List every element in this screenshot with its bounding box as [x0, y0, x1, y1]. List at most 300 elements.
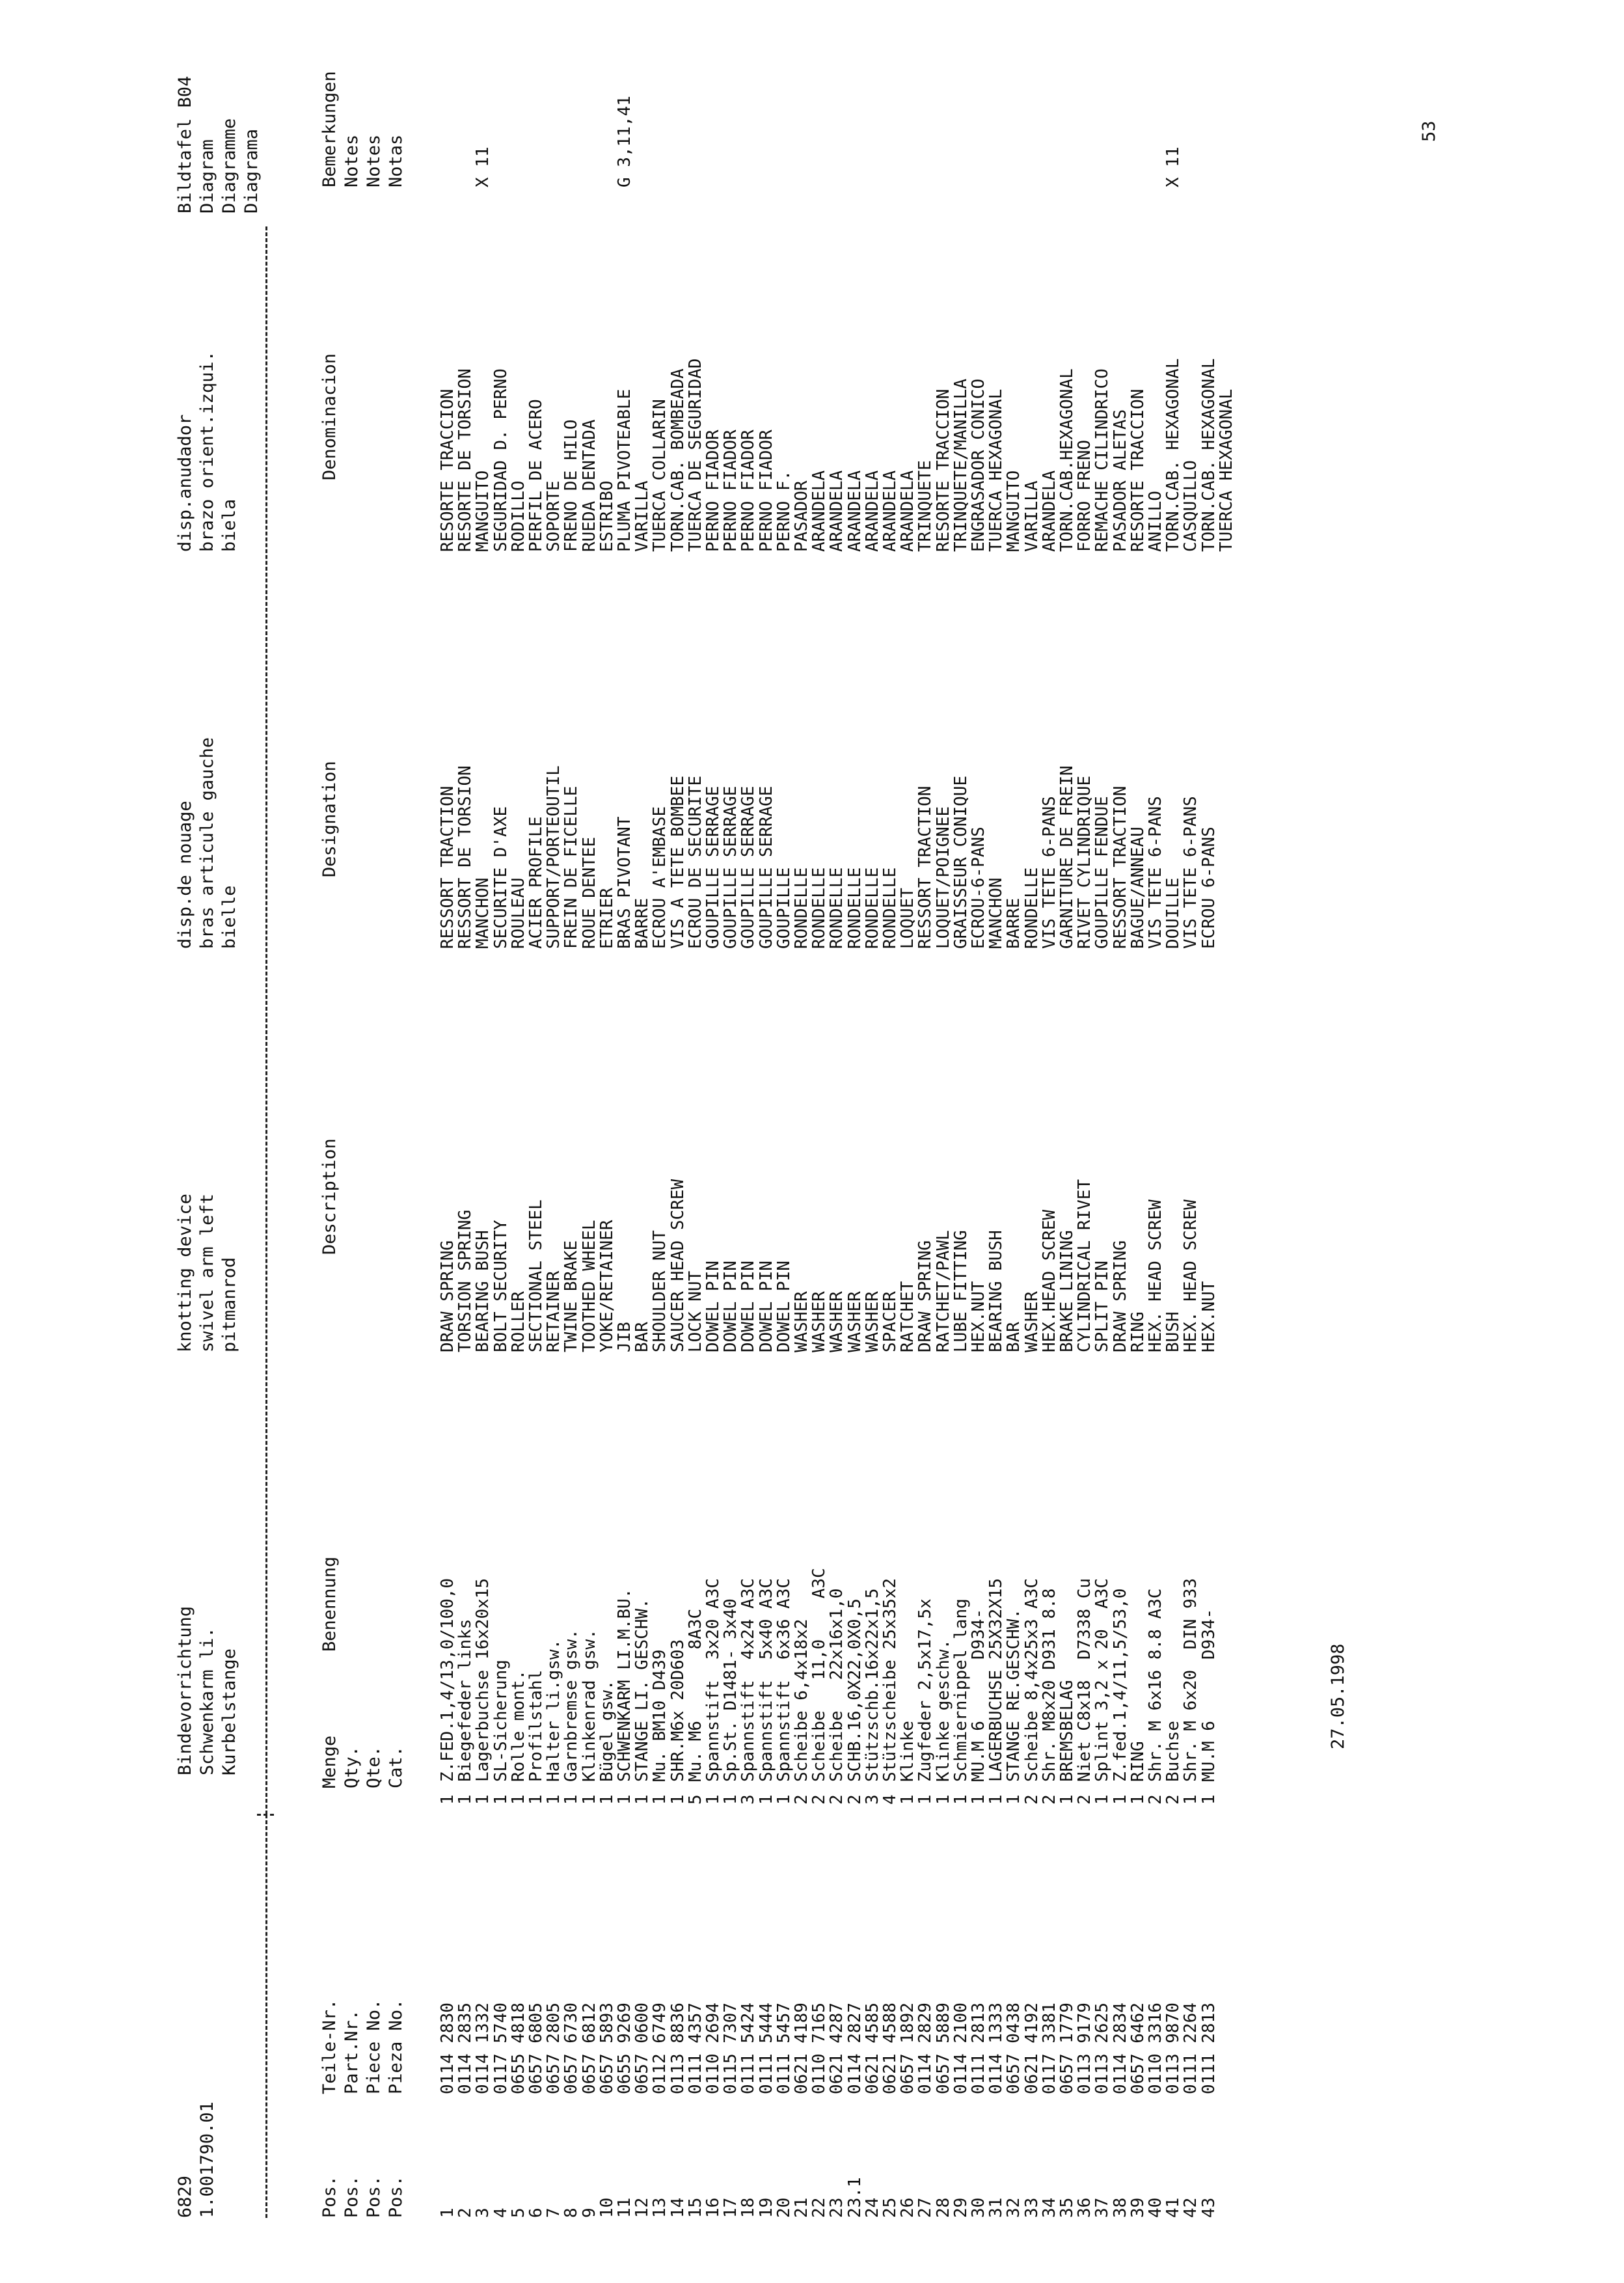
table-row: [776, 0, 793, 2283]
row-benennung: STANGE LI. GESCHW.: [632, 1598, 653, 1782]
table-row: [1200, 0, 1218, 2283]
row-denominacion: TRINQUETE/MANILLA: [951, 378, 971, 552]
table-row: [811, 0, 828, 2283]
row-benennung: LAGERBUCHSE 25X32X15: [986, 1578, 1007, 1782]
row-description: SAUCER HEAD SCREW: [668, 1179, 688, 1352]
row-part-number: 0110 7165: [809, 2003, 830, 2094]
row-part-number: 0111 2813: [1198, 2003, 1219, 2094]
row-description: YOKE/RETAINER: [597, 1220, 617, 1352]
table-row: [1041, 0, 1059, 2283]
row-pos: 19: [756, 2197, 776, 2218]
row-benennung: STANGE RE.GESCHW.: [1004, 1608, 1024, 1782]
table-row: [740, 0, 757, 2283]
row-quantity: 1: [951, 1794, 971, 1805]
row-part-number: 0114 2830: [438, 2003, 457, 2094]
row-denominacion: PASADOR: [792, 480, 811, 552]
row-quantity: 1: [986, 1794, 1007, 1805]
row-description: HEX.HEAD SCREW: [1039, 1209, 1059, 1352]
row-designation: VIS TETE 6-PANS: [1181, 796, 1201, 949]
row-notes: X 11: [473, 146, 493, 187]
assembly-part-number: 1.001790.01: [197, 2101, 217, 2218]
row-designation: ETRIER: [597, 888, 617, 949]
row-benennung: Z.FED.1,4/13,0/100,0: [438, 1578, 457, 1782]
row-denominacion: ARANDELA: [880, 470, 900, 552]
row-benennung: Klinke geschw.: [933, 1639, 953, 1782]
row-designation: SUPPORT/PORTEOUTIL: [544, 765, 564, 949]
row-designation: RONDELLE: [862, 867, 882, 949]
row-quantity: 1: [1057, 1794, 1077, 1805]
row-part-number: 0110 3316: [1146, 2003, 1165, 2094]
row-pos: 24: [862, 2197, 882, 2218]
row-benennung: SCHWENKARM LI.M.BU.: [615, 1588, 634, 1782]
table-row: [616, 0, 634, 2283]
row-denominacion: RESORTE TRACCION: [933, 389, 953, 552]
row-quantity: 2: [1039, 1794, 1059, 1805]
table-row: [670, 0, 687, 2283]
table-row: [439, 0, 457, 2283]
row-denominacion: RESORTE DE TORSION: [455, 368, 476, 552]
row-benennung: Niet C8x18 D7338 Cu: [1075, 1578, 1095, 1782]
row-description: SHOULDER NUT: [650, 1230, 670, 1352]
row-designation: RESSORT TRACTION: [1110, 786, 1130, 949]
table-row: [935, 0, 953, 2283]
row-designation: ACIER PROFILE: [526, 816, 546, 949]
row-pos: 37: [1092, 2197, 1113, 2218]
row-denominacion: PERNO F.: [774, 470, 794, 552]
row-quantity: 4: [880, 1794, 900, 1805]
row-denominacion: PERFIL DE ACERO: [526, 399, 546, 552]
row-part-number: 0111 2264: [1181, 2003, 1201, 2094]
row-designation: LOQUET/POIGNEE: [933, 806, 953, 949]
row-part-number: 0113 8836: [668, 2003, 688, 2094]
row-designation: ECROU A'EMBASE: [650, 806, 670, 949]
row-benennung: SHR.M6x 20D603: [668, 1639, 688, 1782]
row-designation: MANCHON: [986, 877, 1007, 949]
row-denominacion: ENGRASADOR CONICO: [969, 378, 988, 552]
row-benennung: Garnbremse gsw.: [562, 1629, 582, 1782]
row-quantity: 2: [845, 1794, 865, 1805]
row-designation: SECURITE D'AXE: [491, 806, 511, 949]
header-divider-tick: [257, 1814, 274, 1816]
row-quantity: 1: [1198, 1794, 1219, 1805]
row-description: SPLIT PIN: [1092, 1261, 1113, 1352]
row-quantity: 1: [1110, 1794, 1130, 1805]
row-part-number: 0114 2835: [455, 2003, 476, 2094]
table-row: [474, 0, 492, 2283]
row-denominacion: TRINQUETE: [915, 460, 936, 552]
row-quantity: 1: [562, 1794, 582, 1805]
table-row: [899, 0, 917, 2283]
row-pos: 14: [668, 2197, 688, 2218]
row-quantity: 1: [668, 1794, 688, 1805]
table-row: [528, 0, 545, 2283]
row-denominacion: RUEDA DENTADA: [579, 419, 599, 552]
row-part-number: 0111 4357: [685, 2003, 705, 2094]
table-row: [1165, 0, 1182, 2283]
row-quantity: 2: [809, 1794, 830, 1805]
row-benennung: Profilstahl: [526, 1669, 546, 1782]
table-row: [599, 0, 616, 2283]
row-pos: 26: [898, 2197, 918, 2218]
row-designation: VIS A TETE BOMBEE: [668, 775, 688, 949]
table-row: [758, 0, 776, 2283]
row-quantity: 2: [1022, 1794, 1042, 1805]
row-quantity: 2: [1146, 1794, 1165, 1805]
row-pos: 8: [562, 2208, 582, 2218]
row-quantity: 2: [1075, 1794, 1095, 1805]
row-designation: ROULEAU: [508, 877, 528, 949]
row-description: JIB: [615, 1322, 634, 1352]
row-part-number: 0111 5424: [738, 2003, 759, 2094]
row-denominacion: ARANDELA: [809, 470, 830, 552]
row-quantity: 1: [597, 1794, 617, 1805]
row-pos: 17: [721, 2197, 741, 2218]
table-row: [1005, 0, 1023, 2283]
row-pos: 16: [703, 2197, 723, 2218]
row-pos: 36: [1075, 2197, 1095, 2218]
row-quantity: 3: [862, 1794, 882, 1805]
row-denominacion: MANGUITO: [1004, 470, 1024, 552]
row-denominacion: VARILLA: [1022, 480, 1042, 552]
row-denominacion: TUERCA HEXAGONAL: [1216, 389, 1236, 552]
row-denominacion: TUERCA DE SEGURIDAD: [685, 358, 705, 552]
row-description: ROLLER: [508, 1291, 528, 1352]
row-quantity: 1: [579, 1794, 599, 1805]
row-pos: 6: [526, 2208, 546, 2218]
row-description: TWINE BRAKE: [562, 1240, 582, 1352]
table-row: [1076, 0, 1094, 2283]
row-description: TOOTHED WHEEL: [579, 1220, 599, 1352]
row-designation: GOUPILLE: [774, 867, 794, 949]
row-part-number: 0113 9870: [1163, 2003, 1184, 2094]
row-quantity: 1: [544, 1794, 564, 1805]
row-denominacion: ESTRIBO: [597, 480, 617, 552]
row-quantity: 1: [1128, 1794, 1148, 1805]
table-row: [864, 0, 882, 2283]
row-pos: 22: [809, 2197, 830, 2218]
row-designation: GOUPILLE SERRAGE: [703, 786, 723, 949]
row-notes: X 11: [1163, 146, 1184, 187]
row-quantity: 1: [933, 1794, 953, 1805]
row-description: BEARING BUSH: [473, 1230, 493, 1352]
row-description: RATCHET: [898, 1281, 918, 1352]
row-description: CYLINDRICAL RIVET: [1075, 1179, 1095, 1352]
column-header-denominacion: Denominacion: [319, 353, 340, 480]
row-pos: 7: [544, 2208, 564, 2218]
row-designation: MANCHON: [473, 877, 493, 949]
row-denominacion: TORN.CAB. HEXAGONAL: [1198, 358, 1219, 552]
row-benennung: Zugfeder 2,5x17,5x: [915, 1598, 936, 1782]
row-denominacion: ARANDELA: [827, 470, 847, 552]
row-part-number: 0657 5889: [933, 2003, 953, 2094]
print-date: 27.05.1998: [1328, 1643, 1348, 1749]
row-pos: 29: [951, 2197, 971, 2218]
table-row: [1147, 0, 1165, 2283]
row-part-number: 0114 2834: [1110, 2003, 1130, 2094]
table-row: [493, 0, 510, 2283]
row-benennung: MU.M 6 D934-: [1198, 1608, 1219, 1782]
row-benennung: SCHB.16,0X22,0X0,5: [845, 1598, 865, 1782]
parts-list-sheet: 6829 1.001790.01 Bindevorrichtung Schwenkarm li. Kurbelstange knotting device swivel arm left pitmanrod disp.de nouage bras articule gauche bielle disp.anudador brazo orient.izqui. biela Bildtafel B04 Diagram Diagramme Diagrama Pos. Pos. Pos. Pos. Teile-Nr. Part.Nr. Piece No. Pieza No. Menge Qty. Qte. Cat. Benennung Description Designation Denominacion Bemerkungen Notes Notes Notas 1 0114 2830 1 Z.FED.1,4/13,0/100,0 DRAW SPRING RESSORT TRACTION RESORTE TRACCION 2 0114 2835 1 Biegefeder links TORSION SPRING RESSORT DE TORSION RESORTE DE TORSION 3 0114 1332 1 Lagerbuchse 16x20x15 BEARING BUSH MANCHON MANGUITO X 11 4 0117 5740 1 SL-Sicherung BOLT SECURITY SECURITE D'AXE SEGURIDAD D. PERNO 5 0655 4818 1 Rolle mont. ROLLER ROULEAU RODILLO 6 0657 6805 1 Profilstahl SECTIONAL STEEL ACIER PROFILE PERFIL DE ACERO 7 0657 2805 1 Halter li.gsw. RETAINER SUPPORT/PORTEOUTIL SOPORTE 8 0657 6730 1 Garnbremse gsw. TWINE BRAKE FREIN DE FICELLE FRENO DE HILO 9 0657 6812 1 Klinkenrad gsw. TOOTHED WHEEL ROUE DENTEE RUEDA DENTADA 10 0657 5893 1 Bügel gsw. YOKE/RETAINER ETRIER ESTRIBO 11 0655 9269 1 SCHWENKARM LI.M.BU. JIB BRAS PIVOTANT PLUMA PIVOTEABLE G 3,11,41 12 0657 0600 1 STANGE LI. GESCHW. BAR BARRE VARILLA 13 0112 6749 1 Mu. BM10 D439 SHOULDER NUT ECROU A'EMBASE TUERCA COLLARIN 14 0113 8836 1 SHR.M6x 20D603 SAUCER HEAD SCREW VIS A TETE BOMBEE TORN.CAB. BOMBEADA 15 0111 4357 5 Mu. M6 8A3C LOCK NUT ECROU DE SECURITE TUERCA DE SEGURIDAD 16 0110 2694 1 Spannstift 3x20 A3C DOWEL PIN GOUPILLE SERRAGE PERNO FIADOR 17 0115 7307 1 Sp.St. D1481- 3x40 DOWEL PIN GOUPILLE SERRAGE PERNO FIADOR 18 0111 5424 3 Spannstift 4x24 A3C DOWEL PIN GOUPILLE SERRAGE PERNO FIADOR 19 0111 5444 1 Spannstift 5x40 A3C DOWEL PIN GOUPILLE SERRAGE PERNO FIADOR 20 0111 5457 1 Spannstift 6x36 A3C DOWEL PIN GOUPILLE PERNO F. 21 0621 4189 2 Scheibe 6,4x18x2 WASHER RONDELLE PASADOR 22 0110 7165 2 Scheibe 11,0 A3C WASHER RONDELLE ARANDELA 23 0621 4287 2 Scheibe 22x16x1,0 WASHER RONDELLE ARANDELA 23.1 0114 2827 2 SCHB.16,0X22,0X0,5 WASHER RONDELLE ARANDELA 24 0621 4585 3 Stützschb.16x22x1,5 WASHER RONDELLE ARANDELA 25 0621 4588 4 Stützscheibe 25x35x2 SPACER RONDELLE ARANDELA 26 0657 1892 1 Klinke RATCHET LOQUET ARANDELA 27 0114 2829 1 Zugfeder 2,5x17,5x DRAW SPRING RESSORT TRACTION TRINQUETE 28 0657 5889 1 Klinke geschw. RATCHET/PAWL LOQUET/POIGNEE RESORTE TRACCION 29 0114 2100 1 Schmiernippel lang LUBE FITTING GRAISSEUR CONIQUE TRINQUETE/MANILLA 30 0111 2813 1 MU.M 6 D934- HEX.NUT ECROU-6-PANS ENGRASADOR CONICO 31 0114 1333 1 LAGERBUCHSE 25X32X15 BEARING BUSH MANCHON TUERCA HEXAGONAL 32 0657 0438 1 STANGE RE.GESCHW. BAR BARRE MANGUITO 33 0621 4192 2 Scheibe 8,4x25x3 A3C WASHER RONDELLE VARILLA 34 0117 3381 2 Shr. M8x20 D931 8.8 HEX.HEAD SCREW VIS TETE 6-PANS ARANDELA 35 0657 1779 1 BREMSBELAG BRAKE LINING GARNITURE DE FREIN TORN.CAB.HEXAGONAL 36 0113 9179 2 Niet C8x18 D7338 Cu CYLINDRICAL RIVET RIVET CYLINDRIQUE FORRO FRENO 37 0113 2625 1 Splint 3,2 x 20 A3C SPLIT PIN GOUPILLE FENDUE REMACHE CILINDRICO 38 0114 2834 1 Z.fed.1,4/11,5/53,0 DRAW SPRING RESSORT TRACTION PASADOR ALETAS 39 0657 6462 1 RING RING BAGUE/ANNEAU RESORTE TRACCION 40 0110 3316 2 Shr. M 6x16 8.8 A3C HEX. HEAD SCREW VIS TETE 6-PANS ANILLO 41 0113 9870 2 Buchse BUSH DOUILLE TORN.CAB. HEXAGONAL X 11 42 0111 2264 1 Shr. M 6x20 DIN 933 HEX. HEAD SCREW VIS TETE 6-PANS CASQUILLO 43 0111 2813 1 MU.M 6 D934- HEX.NUT ECROU 6-PANS TORN.CAB. HEXAGONAL TUERCA HEXAGONAL 27.05.1998 53: [0, 0, 1624, 2283]
row-pos: 10: [597, 2197, 617, 2218]
row-benennung: MU.M 6 D934-: [969, 1608, 988, 1782]
row-part-number: 0114 1333: [986, 2003, 1007, 2094]
row-pos: 32: [1004, 2197, 1024, 2218]
row-benennung: Shr. M 6x16 8.8 A3C: [1146, 1588, 1165, 1782]
row-description: WASHER: [809, 1291, 830, 1352]
row-part-number: 0621 4585: [862, 2003, 882, 2094]
row-pos: 18: [738, 2197, 759, 2218]
row-quantity: 1: [1092, 1794, 1113, 1805]
row-quantity: 1: [526, 1794, 546, 1805]
row-designation: FREIN DE FICELLE: [562, 786, 582, 949]
row-part-number: 0657 2805: [544, 2003, 564, 2094]
row-benennung: SL-Sicherung: [491, 1660, 511, 1782]
row-designation: RESSORT DE TORSION: [455, 765, 476, 949]
page-number: 53: [1419, 120, 1439, 142]
table-row: [651, 0, 669, 2283]
row-benennung: Scheibe 11,0 A3C: [809, 1568, 830, 1782]
table-row: [634, 0, 651, 2283]
row-pos: 41: [1163, 2197, 1184, 2218]
table-row: [970, 0, 988, 2283]
row-denominacion: MANGUITO: [473, 470, 493, 552]
row-benennung: RING: [1128, 1741, 1148, 1782]
table-row: [1218, 0, 1236, 2283]
row-benennung: Bügel gsw.: [597, 1680, 617, 1782]
row-description: DOWEL PIN: [721, 1261, 741, 1352]
row-denominacion: CASQUILLO: [1181, 460, 1201, 552]
row-description: HEX. HEAD SCREW: [1146, 1199, 1165, 1352]
row-benennung: Spannstift 6x36 A3C: [774, 1578, 794, 1782]
row-designation: RONDELLE: [1022, 867, 1042, 949]
row-designation: GOUPILLE SERRAGE: [756, 786, 776, 949]
row-part-number: 0621 4189: [792, 2003, 811, 2094]
row-pos: 11: [615, 2197, 634, 2218]
row-pos: 43: [1198, 2197, 1219, 2218]
row-denominacion: ARANDELA: [1039, 470, 1059, 552]
row-designation: GOUPILLE FENDUE: [1092, 796, 1113, 949]
table-row: [988, 0, 1005, 2283]
row-denominacion: TORN.CAB. HEXAGONAL: [1163, 358, 1184, 552]
row-description: BUSH: [1163, 1311, 1184, 1352]
row-pos: 2: [455, 2208, 476, 2218]
row-quantity: 1: [969, 1794, 988, 1805]
row-description: LUBE FITTING: [951, 1230, 971, 1352]
row-description: BAR: [632, 1322, 653, 1352]
table-row: [457, 0, 474, 2283]
row-part-number: 0657 0438: [1004, 2003, 1024, 2094]
row-quantity: 1: [491, 1794, 511, 1805]
row-pos: 15: [685, 2197, 705, 2218]
row-description: DRAW SPRING: [915, 1240, 936, 1352]
row-designation: GOUPILLE SERRAGE: [721, 786, 741, 949]
row-description: WASHER: [792, 1291, 811, 1352]
row-part-number: 0117 5740: [491, 2003, 511, 2094]
row-pos: 34: [1039, 2197, 1059, 2218]
row-part-number: 0657 0600: [632, 2003, 653, 2094]
row-quantity: 2: [792, 1794, 811, 1805]
row-quantity: 1: [455, 1794, 476, 1805]
row-pos: 9: [579, 2208, 599, 2218]
row-denominacion: FORRO FRENO: [1075, 439, 1095, 552]
row-benennung: Klinke: [898, 1721, 918, 1782]
table-row: [846, 0, 864, 2283]
row-quantity: 1: [774, 1794, 794, 1805]
row-benennung: Spannstift 3x20 A3C: [703, 1578, 723, 1782]
table-row: [545, 0, 563, 2283]
row-denominacion: ARANDELA: [845, 470, 865, 552]
row-pos: 39: [1128, 2197, 1148, 2218]
row-benennung: Lagerbuchse 16x20x15: [473, 1578, 493, 1782]
table-row: [705, 0, 722, 2283]
row-quantity: 1: [915, 1794, 936, 1805]
row-pos: 23.1: [845, 2177, 865, 2218]
row-denominacion: SOPORTE: [544, 480, 564, 552]
row-part-number: 0113 2625: [1092, 2003, 1113, 2094]
row-designation: RONDELLE: [827, 867, 847, 949]
row-description: WASHER: [845, 1291, 865, 1352]
row-pos: 4: [491, 2208, 511, 2218]
row-part-number: 0657 5893: [597, 2003, 617, 2094]
row-part-number: 0113 9179: [1075, 2003, 1095, 2094]
row-quantity: 1: [1181, 1794, 1201, 1805]
row-description: DRAW SPRING: [1110, 1240, 1130, 1352]
table-row: [510, 0, 528, 2283]
row-denominacion: TORN.CAB. BOMBEADA: [668, 368, 688, 552]
row-denominacion: TORN.CAB.HEXAGONAL: [1057, 368, 1077, 552]
header-divider-right: [265, 226, 267, 1814]
row-designation: RONDELLE: [792, 867, 811, 949]
row-designation: RONDELLE: [845, 867, 865, 949]
row-denominacion: RODILLO: [508, 480, 528, 552]
row-quantity: 1: [632, 1794, 653, 1805]
row-denominacion: TUERCA HEXAGONAL: [986, 389, 1007, 552]
table-row: [882, 0, 899, 2283]
row-quantity: 1: [721, 1794, 741, 1805]
row-benennung: Scheibe 22x16x1,0: [827, 1588, 847, 1782]
row-designation: GOUPILLE SERRAGE: [738, 786, 759, 949]
row-designation: GARNITURE DE FREIN: [1057, 765, 1077, 949]
row-pos: 27: [915, 2197, 936, 2218]
row-designation: BARRE: [1004, 897, 1024, 949]
table-row: [1023, 0, 1041, 2283]
row-denominacion: PERNO FIADOR: [738, 430, 759, 552]
table-row: [687, 0, 705, 2283]
row-quantity: 1: [650, 1794, 670, 1805]
row-designation: LOQUET: [898, 888, 918, 949]
row-designation: BAGUE/ANNEAU: [1128, 827, 1148, 949]
row-denominacion: SEGURIDAD D. PERNO: [491, 368, 511, 552]
row-description: DOWEL PIN: [774, 1261, 794, 1352]
table-row: [722, 0, 740, 2283]
row-benennung: Biegefeder links: [455, 1619, 476, 1782]
row-quantity: 2: [827, 1794, 847, 1805]
row-notes: G 3,11,41: [615, 96, 634, 187]
row-designation: RONDELLE: [809, 867, 830, 949]
row-pos: 33: [1022, 2197, 1042, 2218]
row-description: WASHER: [827, 1291, 847, 1352]
row-quantity: 5: [685, 1794, 705, 1805]
row-part-number: 0111 5457: [774, 2003, 794, 2094]
row-benennung: Schmiernippel lang: [951, 1598, 971, 1782]
row-description: BOLT SECURITY: [491, 1220, 511, 1352]
row-pos: 21: [792, 2197, 811, 2218]
row-denominacion: PERNO FIADOR: [703, 430, 723, 552]
row-part-number: 0657 1892: [898, 2003, 918, 2094]
row-designation: BARRE: [632, 897, 653, 949]
row-description: DOWEL PIN: [703, 1261, 723, 1352]
row-part-number: 0115 7307: [721, 2003, 741, 2094]
row-description: WASHER: [1022, 1291, 1042, 1352]
row-description: RATCHET/PAWL: [933, 1230, 953, 1352]
column-header-description: Description: [319, 1138, 340, 1255]
row-designation: BRAS PIVOTANT: [615, 816, 634, 949]
row-benennung: Z.fed.1,4/11,5/53,0: [1110, 1588, 1130, 1782]
row-description: HEX.NUT: [969, 1281, 988, 1352]
row-benennung: Halter li.gsw.: [544, 1639, 564, 1782]
row-pos: 42: [1181, 2197, 1201, 2218]
row-part-number: 0112 6749: [650, 2003, 670, 2094]
row-description: RING: [1128, 1311, 1148, 1352]
row-denominacion: RESORTE TRACCION: [1128, 389, 1148, 552]
row-pos: 12: [632, 2197, 653, 2218]
row-quantity: 2: [1163, 1794, 1184, 1805]
row-pos: 25: [880, 2197, 900, 2218]
row-description: HEX.NUT: [1198, 1281, 1219, 1352]
row-quantity: 1: [473, 1794, 493, 1805]
table-row: [1059, 0, 1076, 2283]
row-part-number: 0657 6812: [579, 2003, 599, 2094]
row-designation: ECROU-6-PANS: [969, 827, 988, 949]
row-denominacion: REMACHE CILINDRICO: [1092, 368, 1113, 552]
row-quantity: 1: [898, 1794, 918, 1805]
row-description: SPACER: [880, 1291, 900, 1352]
row-quantity: 1: [1004, 1794, 1024, 1805]
row-designation: RESSORT TRACTION: [438, 786, 457, 949]
row-part-number: 0114 2827: [845, 2003, 865, 2094]
row-benennung: Klinkenrad gsw.: [579, 1629, 599, 1782]
table-row: [1094, 0, 1111, 2283]
row-benennung: BREMSBELAG: [1057, 1680, 1077, 1782]
row-pos: 31: [986, 2197, 1007, 2218]
row-pos: 23: [827, 2197, 847, 2218]
row-part-number: 0621 4192: [1022, 2003, 1042, 2094]
row-description: BAR: [1004, 1322, 1024, 1352]
row-denominacion: ARANDELA: [862, 470, 882, 552]
row-part-number: 0114 1332: [473, 2003, 493, 2094]
row-pos: 3: [473, 2208, 493, 2218]
row-part-number: 0621 4287: [827, 2003, 847, 2094]
row-designation: RESSORT TRACTION: [915, 786, 936, 949]
row-designation: ECROU DE SECURITE: [685, 775, 705, 949]
row-part-number: 0657 6730: [562, 2003, 582, 2094]
row-quantity: 1: [508, 1794, 528, 1805]
row-part-number: 0621 4588: [880, 2003, 900, 2094]
row-pos: 40: [1146, 2197, 1165, 2218]
row-description: WASHER: [862, 1291, 882, 1352]
row-designation: RONDELLE: [880, 867, 900, 949]
row-benennung: Scheibe 8,4x25x3 A3C: [1022, 1578, 1042, 1782]
row-part-number: 0114 2100: [951, 2003, 971, 2094]
table-row: [1112, 0, 1130, 2283]
doc-number: 6829: [175, 2175, 195, 2218]
row-description: DOWEL PIN: [756, 1261, 776, 1352]
row-benennung: Shr. M8x20 D931 8.8: [1039, 1588, 1059, 1782]
row-part-number: 0657 6805: [526, 2003, 546, 2094]
parts-table: [439, 0, 1239, 2283]
row-benennung: Rolle mont.: [508, 1669, 528, 1782]
